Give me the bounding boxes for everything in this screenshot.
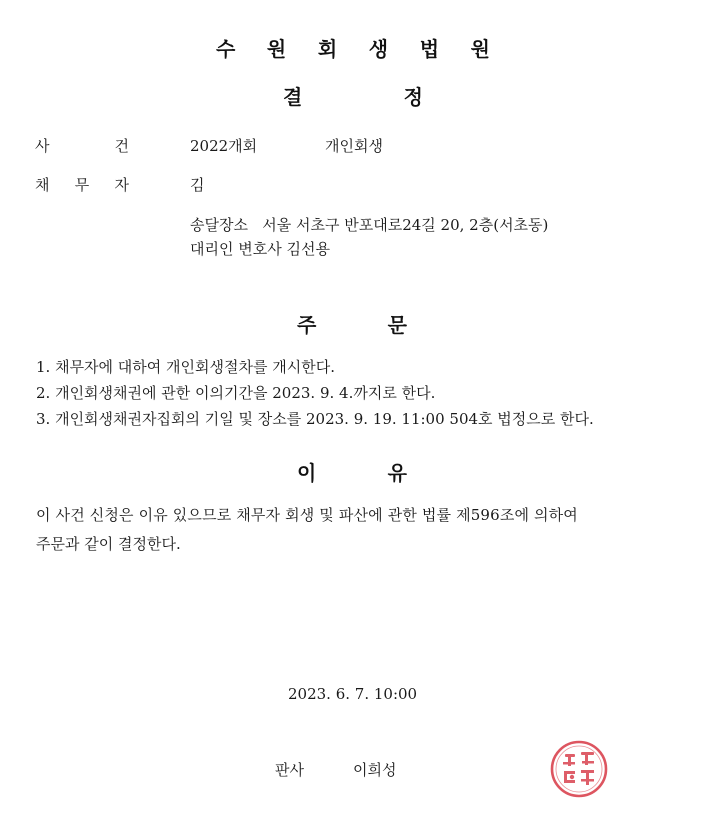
case-number: 2022개회 bbox=[190, 137, 258, 155]
debtor-agent: 대리인 변호사 김선용 bbox=[190, 240, 330, 258]
reason-line: 주문과 같이 결정한다. bbox=[36, 535, 181, 553]
order-item: 1. 채무자에 대하여 개인회생절차를 개시한다. bbox=[36, 358, 335, 376]
judge-name: 이희성 bbox=[353, 761, 397, 779]
court-name-char: 원 bbox=[266, 37, 287, 61]
debtor-label: 채 무 자 bbox=[35, 176, 129, 194]
court-name-char: 생 bbox=[368, 37, 389, 61]
case-label: 사 건 bbox=[35, 137, 129, 155]
court-name-char: 원 bbox=[470, 37, 490, 61]
court-name-char: 회 bbox=[317, 37, 338, 61]
order-item: 3. 개인회생채권자집회의 기일 및 장소를 2023. 9. 19. 11:00 504호 법정으로 한다. bbox=[36, 410, 594, 428]
document-type-title bbox=[283, 81, 423, 110]
judge-title: 판사 bbox=[275, 761, 304, 779]
judge-seal-stamp bbox=[548, 738, 610, 800]
order-heading: 주 문 bbox=[297, 313, 407, 337]
doc-type-char: 정 bbox=[403, 85, 423, 109]
reason-line: 이 사건 신청은 이유 있으므로 채무자 회생 및 파산에 관한 법률 제596조에 의하여 bbox=[36, 506, 578, 524]
reason-heading: 이 유 bbox=[297, 461, 407, 485]
debtor-name: 김 bbox=[190, 176, 205, 194]
doc-type-char: 결 bbox=[283, 85, 303, 109]
decision-date: 2023. 6. 7. 10:00 bbox=[288, 685, 418, 703]
case-name: 개인회생 bbox=[325, 137, 383, 155]
court-name-title bbox=[216, 33, 490, 62]
debtor-address: 송달장소 서울 서초구 반포대로24길 20, 2층(서초동) bbox=[190, 216, 549, 234]
court-name-char: 수 bbox=[216, 37, 236, 61]
court-name-char: 법 bbox=[419, 37, 440, 61]
order-item: 2. 개인회생채권에 관한 이의기간을 2023. 9. 4.까지로 한다. bbox=[36, 384, 436, 402]
